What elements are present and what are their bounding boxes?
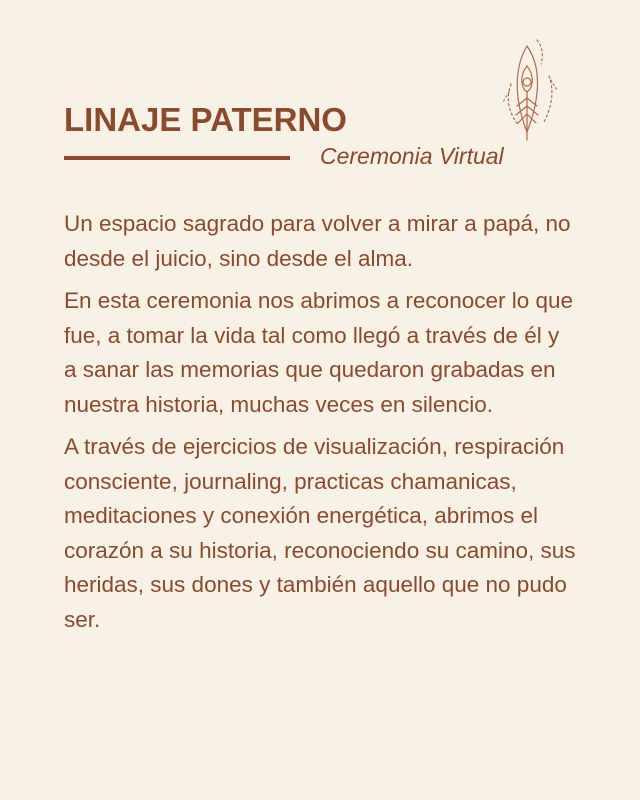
page-title: LINAJE PATERNO [64,101,347,138]
title-underline [64,156,290,160]
feather-icon [497,36,563,142]
paragraph-ceremony: En esta ceremonia nos abrimos a reconocer lo que fue, a tomar la vida tal como llegó a través de él y a sanar las memorias que quedaron grabadas en nuestra historia, muchas veces en silencio. [64,288,574,417]
description-body [64,207,576,645]
paragraph-practices: A través de ejercicios de visualización, respiración consciente, journaling, practicas chamanicas, meditaciones y conexión energética, abrimos el corazón a su historia, reconociendo su camino, sus heridas, sus dones y también aquello que no pudo ser. [64,434,576,632]
page-subtitle: Ceremonia Virtual [320,143,504,169]
paragraph-intro: Un espacio sagrado para volver a mirar a papá, no desde el juicio, sino desde el alma. [64,211,571,271]
